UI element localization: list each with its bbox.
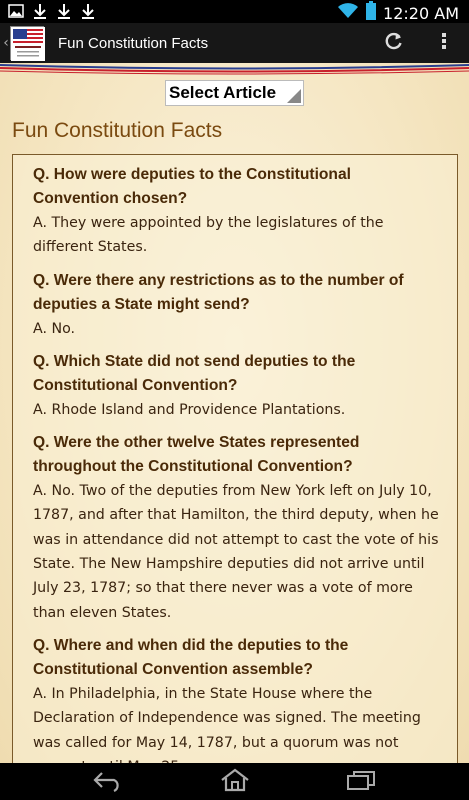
dropdown-corner-icon bbox=[287, 89, 301, 103]
constitution-app-icon[interactable] bbox=[10, 26, 44, 60]
faq-list bbox=[13, 155, 457, 779]
page-heading: Fun Constitution Facts bbox=[12, 119, 223, 142]
download-icon bbox=[32, 2, 48, 20]
faq-question: Q. Which State did not send deputies to the Constitutional Convention? bbox=[33, 352, 356, 394]
faq-answer: A. No. bbox=[33, 320, 76, 337]
overflow-menu-button[interactable] bbox=[419, 23, 469, 63]
recent-apps-icon bbox=[345, 769, 377, 795]
faq-item bbox=[33, 431, 439, 625]
faq-item bbox=[33, 163, 439, 260]
select-article-dropdown[interactable] bbox=[165, 80, 304, 106]
home-icon bbox=[219, 768, 251, 796]
faq-answer: A. They were appointed by the legislatures of the different States. bbox=[33, 215, 384, 256]
faq-question: Q. How were deputies to the Constitutional Convention chosen? bbox=[33, 166, 351, 207]
wifi-icon bbox=[337, 2, 359, 24]
action-bar bbox=[0, 23, 469, 63]
faq-answer: A. Rhode Island and Providence Plantations. bbox=[33, 401, 346, 418]
content-area[interactable] bbox=[0, 63, 469, 763]
faq-question: Q. Where and when did the deputies to the Constitutional Convention assemble? bbox=[33, 636, 349, 678]
recent-apps-button[interactable] bbox=[331, 763, 391, 800]
download-icon bbox=[56, 2, 72, 20]
download-icon bbox=[80, 2, 96, 20]
faq-answer: A. No. Two of the deputies from New York left on July 10, 1787, and after that Hamilton, the third deputy, when he was in attendance did not attempt to cast the vote of his State. The New Hampshire deputies did not arrive until July 23, 1787; so that there never was a vote of more than eleven States. bbox=[33, 483, 439, 621]
faq-question: Q. Were the other twelve States represented throughout the Constitutional Convention? bbox=[33, 434, 360, 476]
faq-item bbox=[33, 350, 439, 422]
faq-answer: A. In Philadelphia, in the State House where the Declaration of Independence was signed. The meeting was called for May 14, 1787, but a quorum was not bbox=[33, 685, 421, 751]
faq-question: Q. Were there any restrictions as to the number of deputies a State might send? bbox=[33, 271, 404, 313]
app-title: Fun Constitution Facts bbox=[58, 34, 209, 52]
status-bar bbox=[0, 0, 469, 23]
refresh-button[interactable] bbox=[369, 23, 419, 63]
overflow-menu-icon bbox=[441, 31, 447, 55]
status-clock: 12:20 AM bbox=[383, 3, 459, 23]
faq-item bbox=[33, 269, 439, 341]
faq-box[interactable] bbox=[12, 154, 458, 794]
faq-item bbox=[33, 634, 439, 779]
flag-stripe-decoration bbox=[0, 63, 469, 77]
refresh-icon bbox=[384, 31, 404, 55]
up-chevron-icon[interactable]: ‹ bbox=[3, 35, 9, 51]
back-button[interactable] bbox=[78, 763, 138, 800]
battery-icon bbox=[365, 1, 377, 25]
back-icon bbox=[92, 769, 124, 795]
select-article-label: Select Article bbox=[169, 83, 277, 102]
gallery-icon bbox=[8, 2, 24, 20]
home-button[interactable] bbox=[205, 763, 265, 800]
navigation-bar bbox=[0, 763, 469, 800]
